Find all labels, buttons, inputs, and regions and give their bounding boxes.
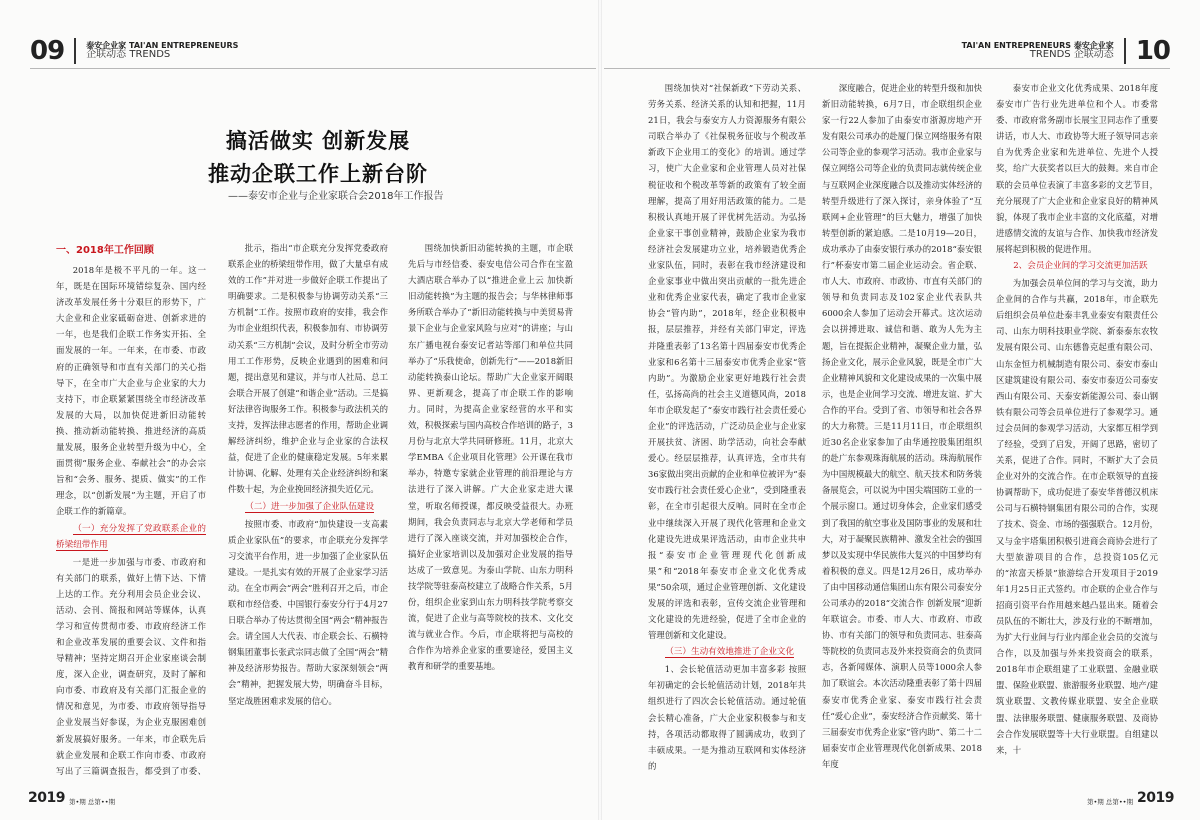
subsection-heading: （二）进一步加强了企业队伍建设 [245,501,375,512]
right-header-labels [962,42,1114,61]
text-column-2 [228,240,388,780]
right-footer-issue: 第•期 总第••期 [1086,798,1134,807]
left-section-cn: 企联动态 [86,48,127,60]
right-header-en: TAI'AN ENTREPRENEURS [961,40,1072,50]
section-heading: 一、2018年工作回顾 [56,245,154,256]
article-title [168,125,468,190]
text-column-6 [996,80,1158,780]
article-subtitle: ——泰安市企业与企业家联合会2018年工作报告 [228,191,444,202]
left-page-number: 09 [30,36,65,66]
text-column-5 [822,80,982,780]
right-footer-year: 2019 [1137,790,1174,806]
body-paragraph: 批示，指出“市企联充分发挥党委政府联系企业的桥梁纽带作用，做了大量卓有成效的工作”并对进一步做好企联工作提出了明确要求。二是积极参与协调劳动关系“三方机制”工作。按照市政府的安排，我会作为市企业组织代表，积极参加有、市协调劳动关系“三方机制”会议，及时分析全市劳动用工工作形势，反映企业遇到的困难和问题，提出意见和建议，并与市人社局、总工会联合开展了创建“和谐企业”活动。三是搞好法律咨询服务工作。积极参与政法机关的支持，发挥法律志愿者的作用，帮助企业调解经济纠纷，维护企业与企业家的合法权益，促进了企业的健康稳定发展。5年来累计协调、化解、处理有关企业经济纠纷和案件数十起，为企业挽回经济损失近亿元。 [228,243,388,495]
right-section-en: TRENDS [1029,48,1071,60]
left-header-rule [30,68,596,69]
body-paragraph: 围绕加快新旧动能转换的主题，市企联先后与市经信委、泰安电信公司合作在宝盈大酒店联合举办了以“推进企业上云 加快新旧动能转换”为主题的报告会；与华林律师事务所联合举办了“新旧动能转换与中美贸易背景下企业与企业家风险与应对”的讲座；与山东广播电视台泰安记者站等部门和单位共同举办了“乐我使命，创新先行”——2018新旧动能转换泰山论坛。帮助广大企业家开阔眼界、更新观念，提高了市企联工作的影响力。同时，为提高企业家经营的水平和实效，积极探索与国内高校合作培训的路子，3月份与北京大学共同研修班。11月，北京大学EMBA《企业项目化管理》公开课在我市举办，特邀专家就企业管理的前沿理论与方法进行了深入讲解。广大企业家走进大课堂，听取名师授课，都反映受益很大。办班期间，我会负责同志与北京大学老师和学员进行了深入座谈交流，并对加强校企合作，搞好企业家培训以及加强对企业发展的指导达成了一致意见。为泰山学院、山东力明科技学院等驻泰高校建立了战略合作关系，5月份，组织企业家到山东力明科技学院考察交流，促进了企业与高等院校的技术、文化交流与就业合作。今后，市企联将把与高校的合作作为培养企业家的重要途径，爱国主义教育和研学的重要基地。 [408,243,573,672]
subsection-heading: （三）生动有效地推进了企业文化 [665,647,795,658]
left-header-cn-prefix: 泰安企业家 [86,40,127,50]
header-divider [74,38,76,64]
spine-gutter [598,0,602,820]
left-header-labels [86,42,238,61]
left-section-en: TRENDS [129,48,171,60]
right-page-number: 10 [1135,36,1170,66]
left-header-en: TAI'AN ENTREPRENEURS [128,40,239,50]
subsection-heading: （一）充分发挥了党政联系企业的桥梁纽带作用 [56,523,206,550]
body-paragraph: 1、会长轮值活动更加丰富多彩 按照年初确定的会长轮值活动计划，2018年共组织进行了四次会长轮值活动。通过轮值会长精心准备，广大企业家积极参与和支持，各项活动都取得了圆满成功，收到了丰硕成果。一是为推动互联网和实体经济的 [648,664,806,771]
body-paragraph: 泰安市企业文化优秀成果、2018年度泰安市广告行业先进单位和个人。市委常委、市政府常务副市长展宝卫同志作了重要讲话，市人大、市政协等大班子领导同志亲自为优秀企业家和先进单位、先进个人授奖，给广大获奖者以巨大的鼓舞。来自市企联的会员单位表演了丰富多彩的文艺节目，充分展现了广大企业和企业家良好的精神风貌，体现了我市企业丰富的文化底蕴，对增进感情交流的友谊与合作、加快我市经济发展将起到积极的促进作用。 [996,83,1158,254]
body-paragraph: 为加强会员单位间的学习与交流，助力企业间的合作与共赢，2018年，市企联先后组织会员单位赴泰丰乳业泰安有限责任公司、山东力明科技职业学院、新泰泰东农牧发展有限公司、山东德鲁克起重有限公司、山东金恒力机械制造有限公司、泰安市泰山区建筑建设有限公司、泰安市泰迈公司泰安西山有限公司、天泰安新能源公司、泰山钢铁有限公司等会员单位进行了参观学习。通过会员间的参观学习活动，大家都互相学到了经验，受到了启发，开阔了思路，密切了关系，促进了合作。同时，不断扩大了会员企业对外的交流合作。在市企联领导的直接协调帮助下，成功促进了泰安华普德汉机床公司与石横特钢集团有限公司的合作，实现了技术、资金、市场的强强联合。12月份，又与金宇塔集团积极引进商会商协会进行了大型旅游项目的合作，总投资105亿元的“浓富天桥景”旅游综合开发项目于2019年1月25日正式签约。市企联的企业合作与招商引资平台作用越来越凸显出来。随着会员队伍的不断壮大，涉及行业的不断增加，为扩大行业间与行业内部企业会员的交流与合作，以及加强与外来投资商会的联系，2018年市企联组建了工业联盟、金融业联盟、保险业联盟、旅游服务业联盟、地产/建筑业联盟、文教传媒业联盟、安全企业联盟、法律服务联盟、健康服务联盟、及商协会合作发展联盟等十大行业联盟。自组建以来，十 [996,278,1158,755]
text-column-4 [648,80,806,780]
right-footer [1087,790,1174,806]
left-footer [28,790,115,806]
header-divider [1124,38,1126,64]
body-paragraph: 2018年是极不平凡的一年。这一年，既是在国际环境错综复杂、国内经济改革发展任务十分艰巨的形势下，广大企业和企业家砥砺奋进、创新求进的一年，也是我们企联工作务实开拓、全面发展的一年。一年来，在市委、市政府的正确领导和市直有关部门的关心指导下，在全市广大企业与企业家的大力支持下，市企联紧紧围绕全市经济改革发展的大局，以加快促进新旧动能转换、推动新动能转换、推进经济的高质量发展，服务企业转型升级为中心，全面贯彻“服务企业、奉献社会”的办会宗旨和“会务、服务、提质、做实”的工作理念，以“创新发展”为主题，开启了市企联工作的新篇章。 [56,265,206,517]
right-header-rule [604,68,1170,69]
title-line-1: 搞活做实 创新发展 [225,128,411,153]
right-header-cn-prefix: 泰安企业家 [1073,40,1114,50]
left-footer-issue: 第•期 总第••期 [68,798,116,807]
body-paragraph: 深度融合，促进企业的转型升级和加快新旧动能转换，6月7日，市企联组织企业家一行22人参加了由泰安市浙源房地产开发有限公司承办的赴厦门保立网络服务有限公司等企业的参观学习活动。我市企业家与保立网络公司等企业的负责同志就传统企业与互联网企业深度融合以及推动实体经济的转型升级进行了深入探讨，亲身体验了“互联网+企业管理”的巨大魅力，增强了加快转型创新的紧迫感。二是10月19—20日，成功承办了由泰安银行承办的2018“泰安银行”杯泰安市第二届企业运动会。省企联、市人大、市政府、市政协、市直有关部门的领导和负责同志及102家企业代表队共6000余人参加了运动会开幕式。这次运动会以拼搏进取、诚信和谐、敢为人先为主题，旨在提振企业精神，凝聚企业力量，弘扬企业文化，展示企业风貌，既是全市广大企业精神风貌和文化建设成果的一次集中展示，也是企业间学习交流、增进友谊、扩大合作的平台。受到了省、市领导和社会各界的大力称赞。三是11月11日，市企联组织近30名企业家参加了由华通控股集团组织的赴广东参观珠海航展的活动。珠海航展作为中国规模最大的航空、航天技术和防务装备展览会，可以说为中国尖端国防工业的一个展示窗口。通过切身体会，企业家们感受到了我国的航空事业及国防事业的发展和壮大，对于凝聚民族精神、激发全社会的强国梦以及实现中华民族伟大复兴的中国梦均有着积极的意义。四是12月26日，成功举办了由中国移动通信集团山东有限公司泰安分公司承办的2018“交流合作 创新发展”迎新年联谊会。市委、市人大、市政府、市政协、市有关部门的领导和负责同志、驻泰高等院校的负责同志及外来投资商会的负责同志，各新闻媒体、演职人员等1000余人参加了联谊会。本次活动隆重表彰了第十四届泰安市优秀企业家、泰安市践行社会责任“爱心企业”，泰安经济合作贡献奖、第十三届泰安市优秀企业家“管内助”、第二十二届泰安市企业管理现代化创新成果、2018年度 [822,83,982,769]
body-paragraph: 一是进一步加强与市委、市政府和有关部门的联系，做好上情下达、下情上达的工作。充分利用会员企业会议、活动、会刊、简报和网站等媒体，认真学习和宣传贯彻市委、市政府经济工作和企业改革发展的重要会议、文件和指导精神；坚持定期召开企业家座谈会制度，深入企业，调查研究，及时了解和向市委、市政府及有关部门汇报企业的情况和意见，为市委、市政府领导指导企业发展当好参谋，为企业克服困难创新发展搞好服务。一年来，市企联先后就企业发展和企联工作向市委、市政府写出了三篇调查报告，都受到了市委、 [56,556,206,776]
title-line-2: 推动企联工作上新台阶 [208,160,428,186]
body-paragraph: 围绕加快对“社保新政”下劳动关系、劳务关系、经济关系的认知和把握，11月21日，我会与泰安方人力资源服务有限公司联合举办了《社保税务征收与个税改革新政下企业用工的变化》的培训。通过学习，使广大企业家和企业管理人员对社保税征收和个税改革等新的政策有了较全面理解，提高了用好用活政策的能力。二是积极认真地开展了评优树先活动。为弘扬企业家干事创业精神，鼓励企业家为我市经济社会发展建功立业，培养锻造优秀企业家队伍，同时，表彰在我市经济建设和企业家事业中做出突出贡献的一批先进企业和优秀企业家代表，确定了我市企业家协会“管内助”，2018年，经企业积极申报，层层推荐，并经有关部门审定，评选并隆重表彰了13名第十四届泰安市优秀企业家和6名第十三届泰安市优秀企业家“管内助”。为激励企业家更好地践行社会责任，弘扬高尚的社会主义道德风尚，2018年市企联发起了“泰安市践行社会责任爱心企业”的评选活动，广泛动员企业与企业家开展扶贫、济困、助学活动，向社会奉献爱心。经层层推荐，认真评选，全市共有36家做出突出贡献的企业和单位被评为“泰安市践行社会责任爱心企业”，受到隆重表彰，在全市引起很大反响。同时在全市企业中继续深入开展了现代化管理和企业文化建设先进成果评选活动，由市企业共申报“泰安市企业管理现代化创新成果”和“2018年泰安市企业文化优秀成果”50余项，通过企业管理创新、文化建设发展的评选和表彰，宣传交流企业管理和文化建设的先进经验，促进了全市企业的管理创新和文化建设。 [648,83,806,641]
body-paragraph: 按照市委、市政府“加快建设一支高素质企业家队伍”的要求，市企联充分发挥学习交流平台作用，进一步加强了企业家队伍建设。一是扎实有效的开展了企业家学习活动。在全市两会“两会”胜利召开之后，市企联和市经信委、中国银行泰安分行于4月27日联合举办了传达贯彻全国“两会”精神报告会。请全国人大代表、市企联会长、石横特钢集团董事长张武宗同志做了全国“两会”精神及经济形势报告。帮助大家深刻领会“两会”精神，把握发展大势，明确奋斗目标，坚定战胜困难求发展的信心。 [228,518,388,706]
left-footer-year: 2019 [28,790,65,806]
subsection-heading: 2、会员企业间的学习交流更加活跃 [1013,261,1148,272]
right-running-head [962,36,1170,66]
left-running-head [30,36,238,66]
text-column-1 [56,240,206,780]
text-column-3 [408,240,573,780]
right-section-cn: 企联动态 [1073,48,1114,60]
